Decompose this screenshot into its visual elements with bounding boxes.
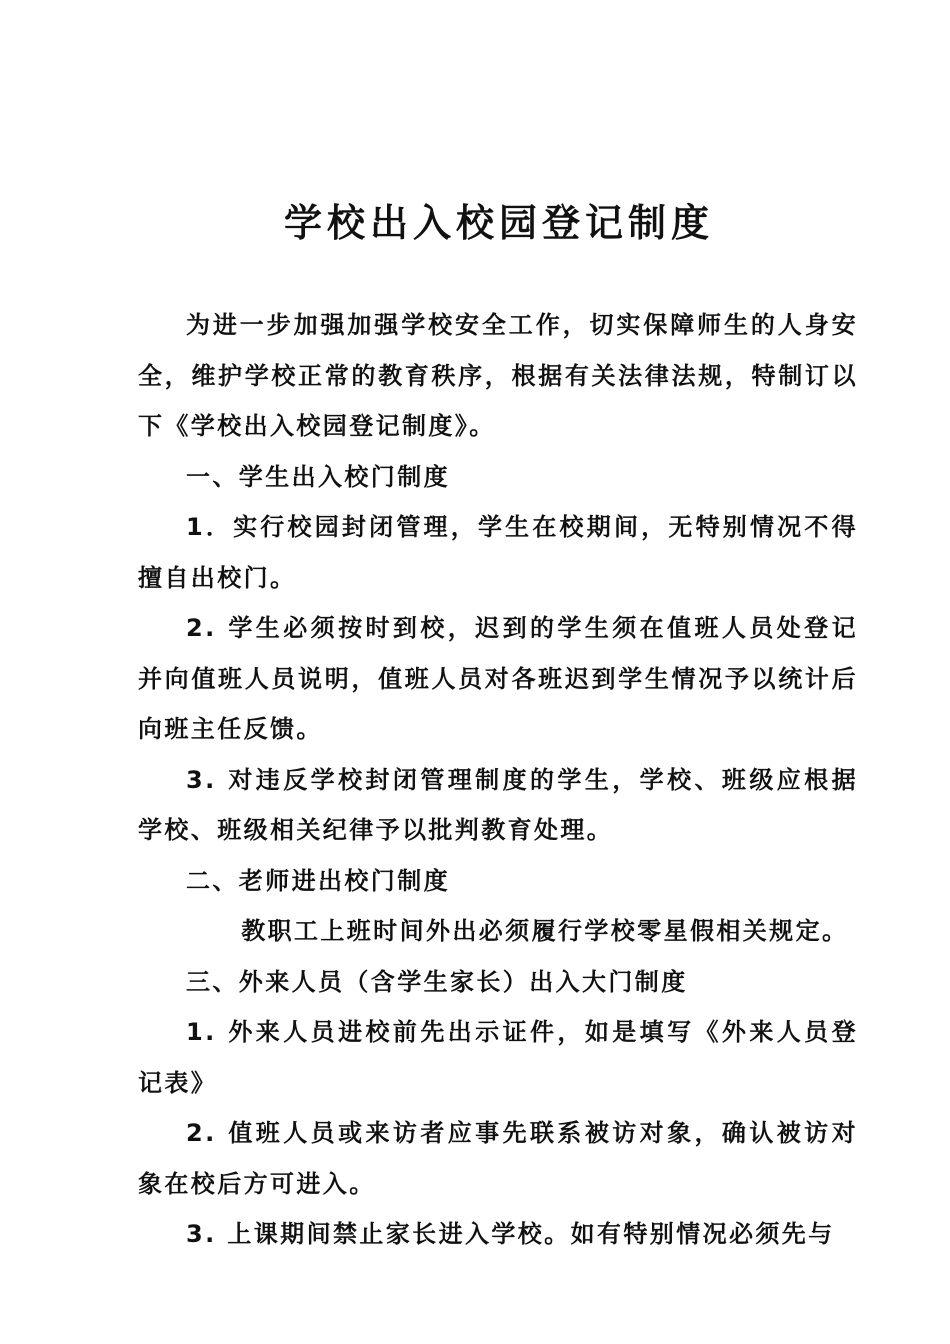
rule-student-1: 1．实行校园封闭管理，学生在校期间，无特别情况不得擅自出校门。 xyxy=(138,513,858,592)
intro-paragraph: 为进一步加强加强学校安全工作，切实保障师生的人身安全，维护学校正常的教育秩序，根据有关法律法规，特制订以下《学校出入校园登记制度》。 xyxy=(138,311,858,440)
rule-visitor-1: 1. 外来人员进校前先出示证件，如是填写《外来人员登记表》 xyxy=(138,1018,858,1097)
section-heading-students: 一、学生出入校门制度 xyxy=(186,462,450,491)
document-body xyxy=(138,300,858,1260)
rule-student-2: 2. 学生必须按时到校，迟到的学生须在值班人员处登记并向值班人员说明，值班人员对各班迟到学生情况予以统计后向班主任反馈。 xyxy=(138,614,858,743)
rule-teacher: 教职工上班时间外出必须履行学校零星假相关规定。 xyxy=(241,917,849,945)
rule-visitor-2: 2. 值班人员或来访者应事先联系被访对象，确认被访对象在校后方可进入。 xyxy=(138,1119,858,1198)
document-title: 学校出入校园登记制度 xyxy=(283,201,714,245)
section-heading-teachers: 二、老师进出校门制度 xyxy=(186,866,450,895)
rule-visitor-3: 3. 上课期间禁止家长进入学校。如有特别情况必须先与 xyxy=(186,1220,835,1248)
rule-student-3: 3. 对违反学校封闭管理制度的学生，学校、班级应根据学校、班级相关纪律予以批判教育处理。 xyxy=(138,765,858,844)
section-heading-visitors: 三、外来人员（含学生家长）出入大门制度 xyxy=(186,967,688,996)
